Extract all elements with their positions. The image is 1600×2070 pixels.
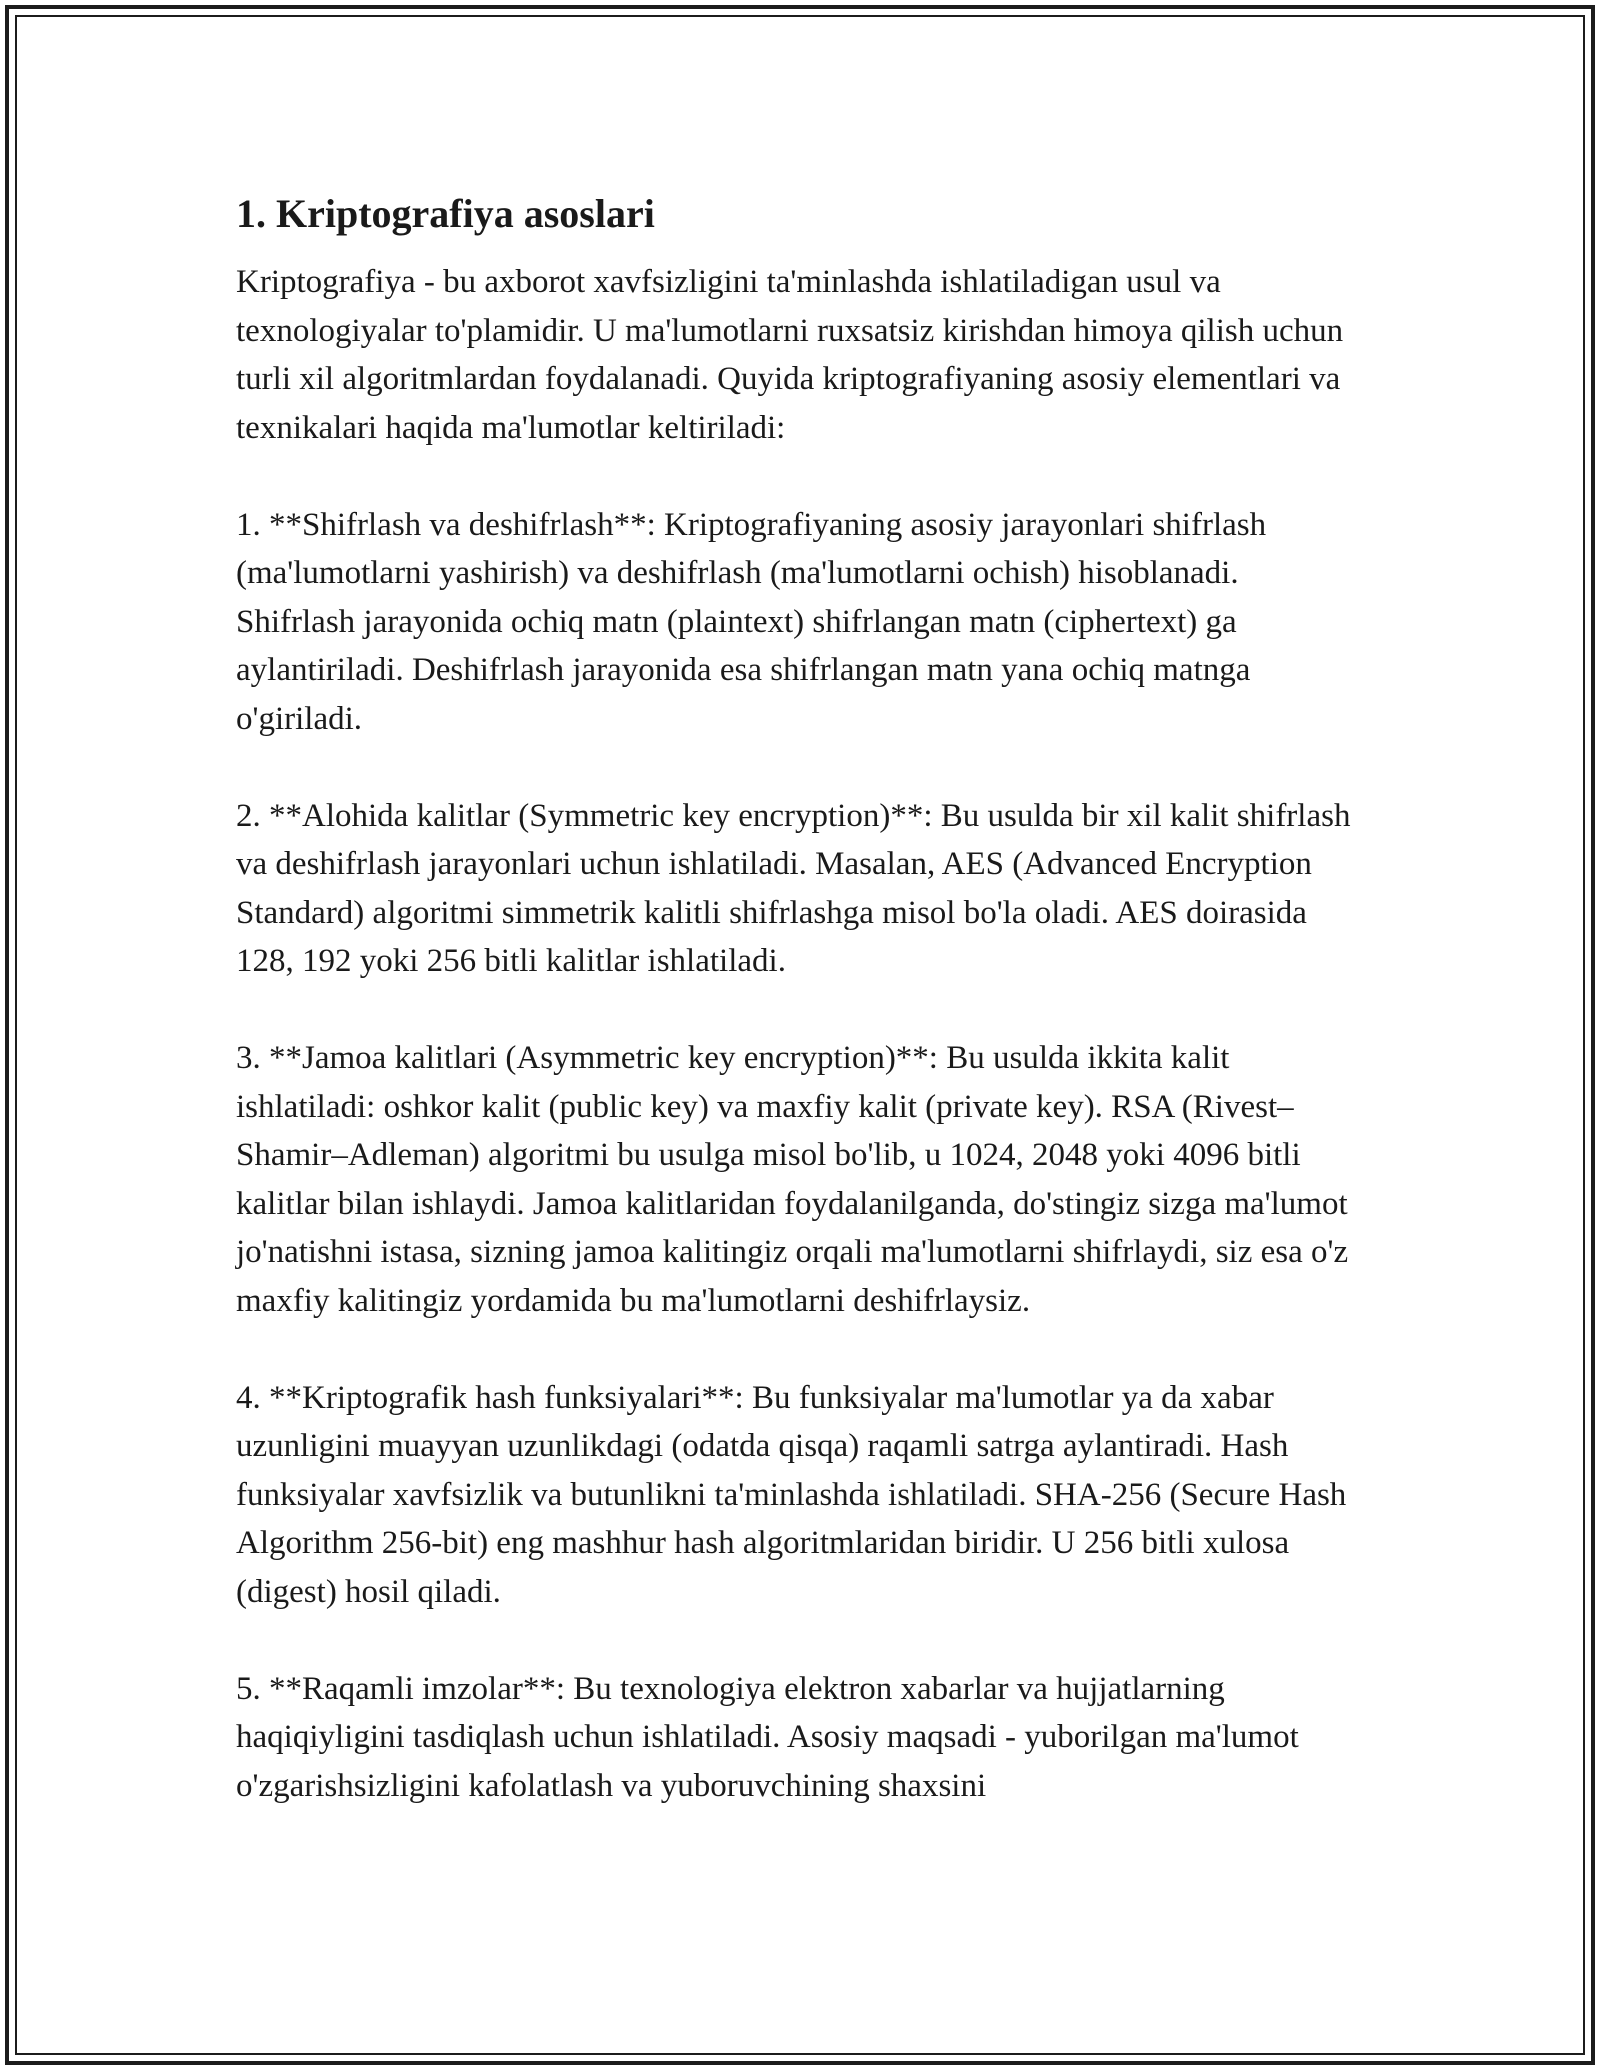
intro-paragraph: Kriptografiya - bu axborot xavfsizligini ta'minlashda ishlatiladigan usul va texnologiyalar to'plamidir. U ma'lumotlarni ruxsatsiz kirishdan himoya qilish uchun turli xil algoritmlardan foydalanadi. Quyida kriptografiyaning asosiy elementlari va texnikalari haqida ma'lumotlar keltiriladi: (236, 264, 1344, 446)
paragraph-encryption-decryption: 1. **Shifrlash va deshifrlash**: Kriptografiyaning asosiy jarayonlari shifrlash (ma'lumotlarni yashirish) va deshifrlash (ma'lumotlarni ochish) hisoblanadi. Shifrlash jarayonida ochiq matn (plaintext) shifrlangan matn (ciphertext) ga aylantiriladi. Deshifrlash jarayonida esa shifrlangan matn yana ochiq matnga o'giriladi. (236, 506, 1267, 737)
section-heading: 1. Kriptografiya asoslari (236, 191, 655, 236)
paragraph-symmetric-keys: 2. **Alohida kalitlar (Symmetric key encryption)**: Bu usulda bir xil kalit shifrlash va deshifrlash jarayonlari uchun ishlatiladi. Masalan, AES (Advanced Encryption Standard) algoritmi simmetrik kalitli shifrlashga misol bo'la oladi. AES doirasida 128, 192 yoki 256 bitli kalitlar ishlatiladi. (236, 797, 1351, 979)
paragraph-hash-functions: 4. **Kriptografik hash funksiyalari**: Bu funksiyalar ma'lumotlar ya da xabar uzunligini muayyan uzunlikdagi (odatda qisqa) raqamli satrga aylantiradi. Hash funksiyalar xavfsizlik va butunlikni ta'minlashda ishlatiladi. SHA-256 (Secure Hash Algorithm 256-bit) eng mashhur hash algoritmlaridan biridir. U 256 bitli xulosa (digest) hosil qiladi. (236, 1379, 1347, 1610)
document-body (236, 180, 1356, 1810)
paragraph-digital-signatures: 5. **Raqamli imzolar**: Bu texnologiya elektron xabarlar va hujjatlarning haqiqiyligini tasdiqlash uchun ishlatiladi. Asosiy maqsadi - yuborilgan ma'lumot o'zgarishsizligini kafolatlash va yuboruvchining shaxsini (236, 1670, 1299, 1804)
paragraph-asymmetric-keys: 3. **Jamoa kalitlari (Asymmetric key encryption)**: Bu usulda ikkita kalit ishlatiladi: oshkor kalit (public key) va maxfiy kalit (private key). RSA (Rivest–Shamir–Adleman) algoritmi bu usulga misol bo'lib, u 1024, 2048 yoki 4096 bitli kalitlar bilan ishlaydi. Jamoa kalitlaridan foydalanilganda, do'stingiz sizga ma'lumot jo'natishni istasa, sizning jamoa kalitingiz orqali ma'lumotlarni shifrlaydi, siz esa o'z maxfiy kalitingiz yordamida bu ma'lumotlarni deshifrlaysiz. (236, 1040, 1349, 1319)
